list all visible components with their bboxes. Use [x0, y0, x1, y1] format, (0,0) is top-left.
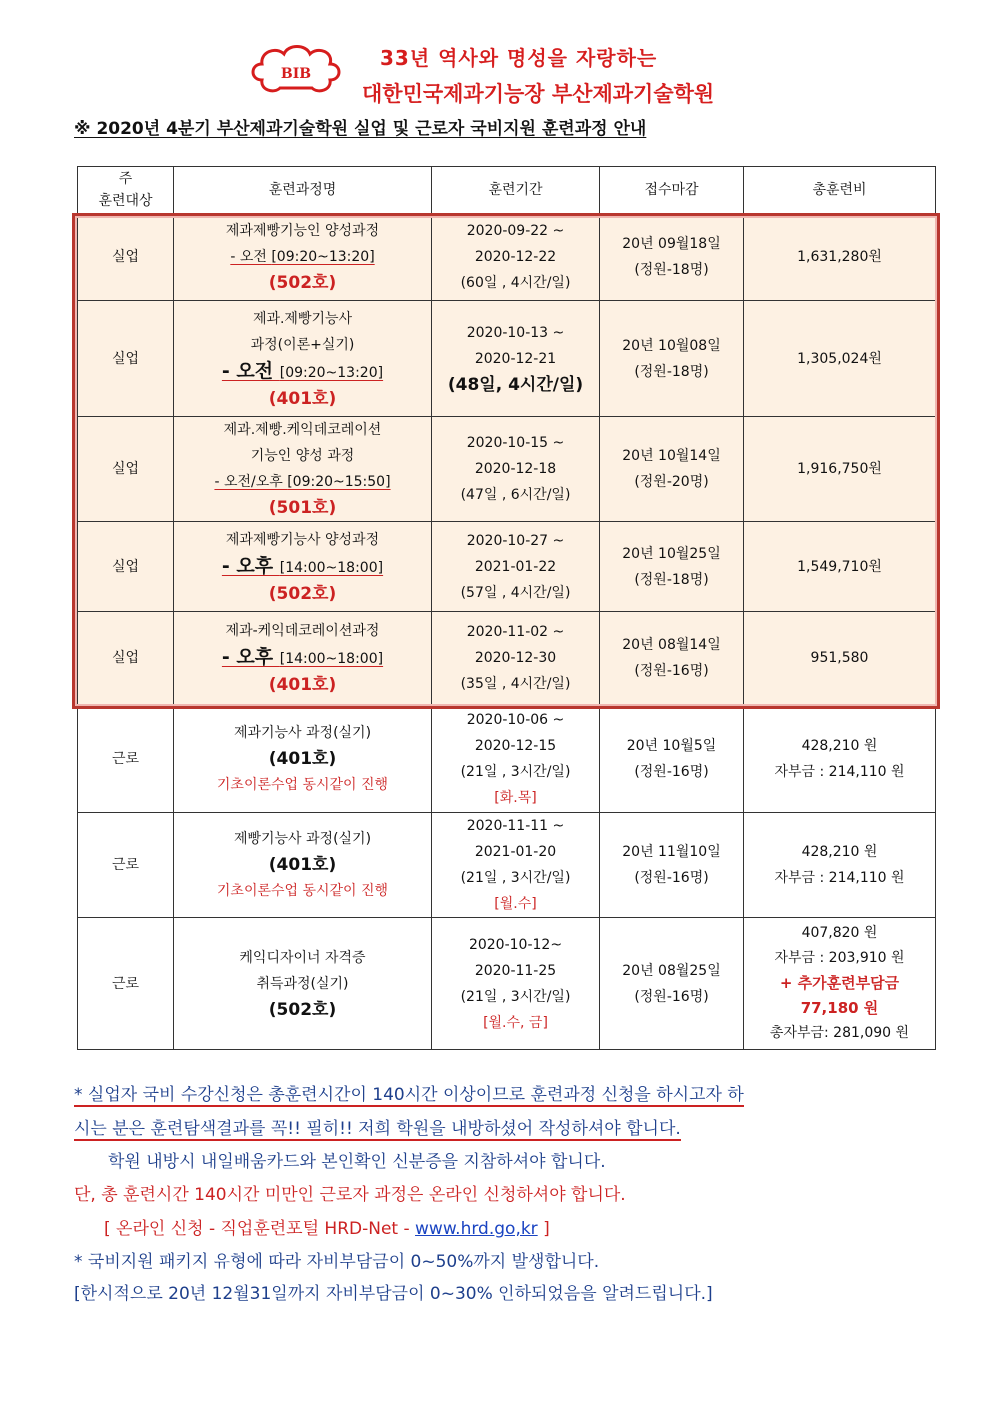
row-target: 실업	[78, 301, 174, 417]
note-application-line1: * 실업자 국비 수강신청은 총훈련시간이 140시간 이상이므로 훈련과정 신청을 하시고자 하	[74, 1085, 744, 1105]
row-course-name: 제빵기능사 과정(실기) (401호) 기초이론수업 동시같이 진행	[174, 813, 432, 918]
row-fee: 428,210 원 자부금 : 214,110 원	[744, 813, 936, 918]
row-period: 2020-11-11 ~ 2021-01-20 (21일 , 3시간/일) [월.수]	[432, 813, 600, 918]
header-period: 훈련기간	[432, 167, 600, 214]
academy-name: 대한민국제과기능장 부산제과기술학원	[362, 82, 715, 106]
row-period: 2020-10-12~ 2020-11-25 (21일 , 3시간/일) [월.수, 금]	[432, 918, 600, 1050]
page-header	[0, 0, 992, 139]
row-target: 근로	[78, 705, 174, 813]
hrd-net-link[interactable]: www.hrd.go,kr	[415, 1219, 538, 1239]
row-target: 실업	[78, 214, 174, 301]
note-hrd-net: [ 온라인 신청 - 직업훈련포털 HRD-Net - www.hrd.go,kr ]	[104, 1219, 550, 1239]
row-target: 실업	[78, 522, 174, 612]
row-deadline: 20년 10월25일 (정원-18명)	[600, 522, 744, 612]
note-application-line2: 시는 분은 훈련탐색결과를 꼭!! 필히!! 저희 학원을 내방하셨어 작성하셔야 합니다.	[74, 1119, 681, 1139]
row-period: 2020-10-15 ~ 2020-12-18 (47일 , 6시간/일)	[432, 417, 600, 522]
row-period: 2020-10-27 ~ 2021-01-22 (57일 , 4시간/일)	[432, 522, 600, 612]
table-row	[78, 813, 936, 918]
notes-section	[74, 1078, 934, 1310]
row-course-name: 제과.제빵기능사 과정(이론+실기) - 오전 [09:20~13:20] (401호)	[174, 301, 432, 417]
row-deadline: 20년 08월25일 (정원-16명)	[600, 918, 744, 1050]
row-fee: 428,210 원 자부금 : 214,110 원	[744, 705, 936, 813]
row-target: 실업	[78, 417, 174, 522]
row-course-name: 제과제빵기능인 양성과정 - 오전 [09:20~13:20] (502호)	[174, 214, 432, 301]
row-deadline: 20년 10월5일 (정원-16명)	[600, 705, 744, 813]
note-visit: 학원 내방시 내일배움카드와 본인확인 신분증을 지참하셔야 합니다.	[108, 1152, 606, 1172]
logo-text: BIB	[280, 66, 312, 82]
table-row	[78, 522, 936, 612]
course-table	[77, 166, 936, 1050]
row-fee: 1,305,024원	[744, 301, 936, 417]
row-fee: 1,631,280원	[744, 214, 936, 301]
slogan: 33년 역사와 명성을 자랑하는	[380, 46, 658, 70]
table-row	[78, 612, 936, 705]
note-temporary-discount: [한시적으로 20년 12월31일까지 자비부담금이 0~30% 인하되었음을 알려드립니다.]	[74, 1284, 713, 1304]
notice-title: ※ 2020년 4분기 부산제과기술학원 실업 및 근로자 국비지원 훈련과정 안내	[74, 119, 647, 139]
table-row	[78, 918, 936, 1050]
row-course-name: 제과-케익데코레이션과정 - 오후 [14:00~18:00] (401호)	[174, 612, 432, 705]
bib-logo-icon	[248, 40, 344, 102]
row-fee: 407,820 원 자부금 : 203,910 원 + 추가훈련부담금 77,180 원 총자부금: 281,090 원	[744, 918, 936, 1050]
row-fee: 951,580	[744, 612, 936, 705]
header-fee: 총훈련비	[744, 167, 936, 214]
row-deadline: 20년 08월14일 (정원-16명)	[600, 612, 744, 705]
row-fee: 1,549,710원	[744, 522, 936, 612]
row-deadline: 20년 09월18일 (정원-18명)	[600, 214, 744, 301]
row-target: 근로	[78, 918, 174, 1050]
table-row	[78, 301, 936, 417]
header-target: 주 훈련대상	[78, 167, 174, 214]
row-course-name: 제과제빵기능사 양성과정 - 오후 [14:00~18:00] (502호)	[174, 522, 432, 612]
row-deadline: 20년 11월10일 (정원-16명)	[600, 813, 744, 918]
table-row	[78, 705, 936, 813]
row-period: 2020-10-13 ~ 2020-12-21 (48일, 4시간/일)	[432, 301, 600, 417]
row-target: 실업	[78, 612, 174, 705]
row-target: 근로	[78, 813, 174, 918]
row-course-name: 케익디자이너 자격증 취득과정(실기) (502호)	[174, 918, 432, 1050]
row-period: 2020-10-06 ~ 2020-12-15 (21일 , 3시간/일) [화.목]	[432, 705, 600, 813]
header-deadline: 접수마감	[600, 167, 744, 214]
table-row	[78, 417, 936, 522]
row-period: 2020-09-22 ~ 2020-12-22 (60일 , 4시간/일)	[432, 214, 600, 301]
row-course-name: 제과기능사 과정(실기) (401호) 기초이론수업 동시같이 진행	[174, 705, 432, 813]
note-online: 단, 총 훈련시간 140시간 미만인 근로자 과정은 온라인 신청하셔야 합니다.	[74, 1185, 626, 1205]
row-period: 2020-11-02 ~ 2020-12-30 (35일 , 4시간/일)	[432, 612, 600, 705]
row-fee: 1,916,750원	[744, 417, 936, 522]
header-course-name: 훈련과정명	[174, 167, 432, 214]
row-deadline: 20년 10월14일 (정원-20명)	[600, 417, 744, 522]
row-deadline: 20년 10월08일 (정원-18명)	[600, 301, 744, 417]
row-course-name: 제과.제빵.케익데코레이션 기능인 양성 과정 - 오전/오후 [09:20~15:50] (501호)	[174, 417, 432, 522]
table-row	[78, 214, 936, 301]
note-self-pay: * 국비지원 패키지 유형에 따라 자비부담금이 0~50%까지 발생합니다.	[74, 1252, 600, 1272]
table-header-row	[78, 167, 936, 214]
